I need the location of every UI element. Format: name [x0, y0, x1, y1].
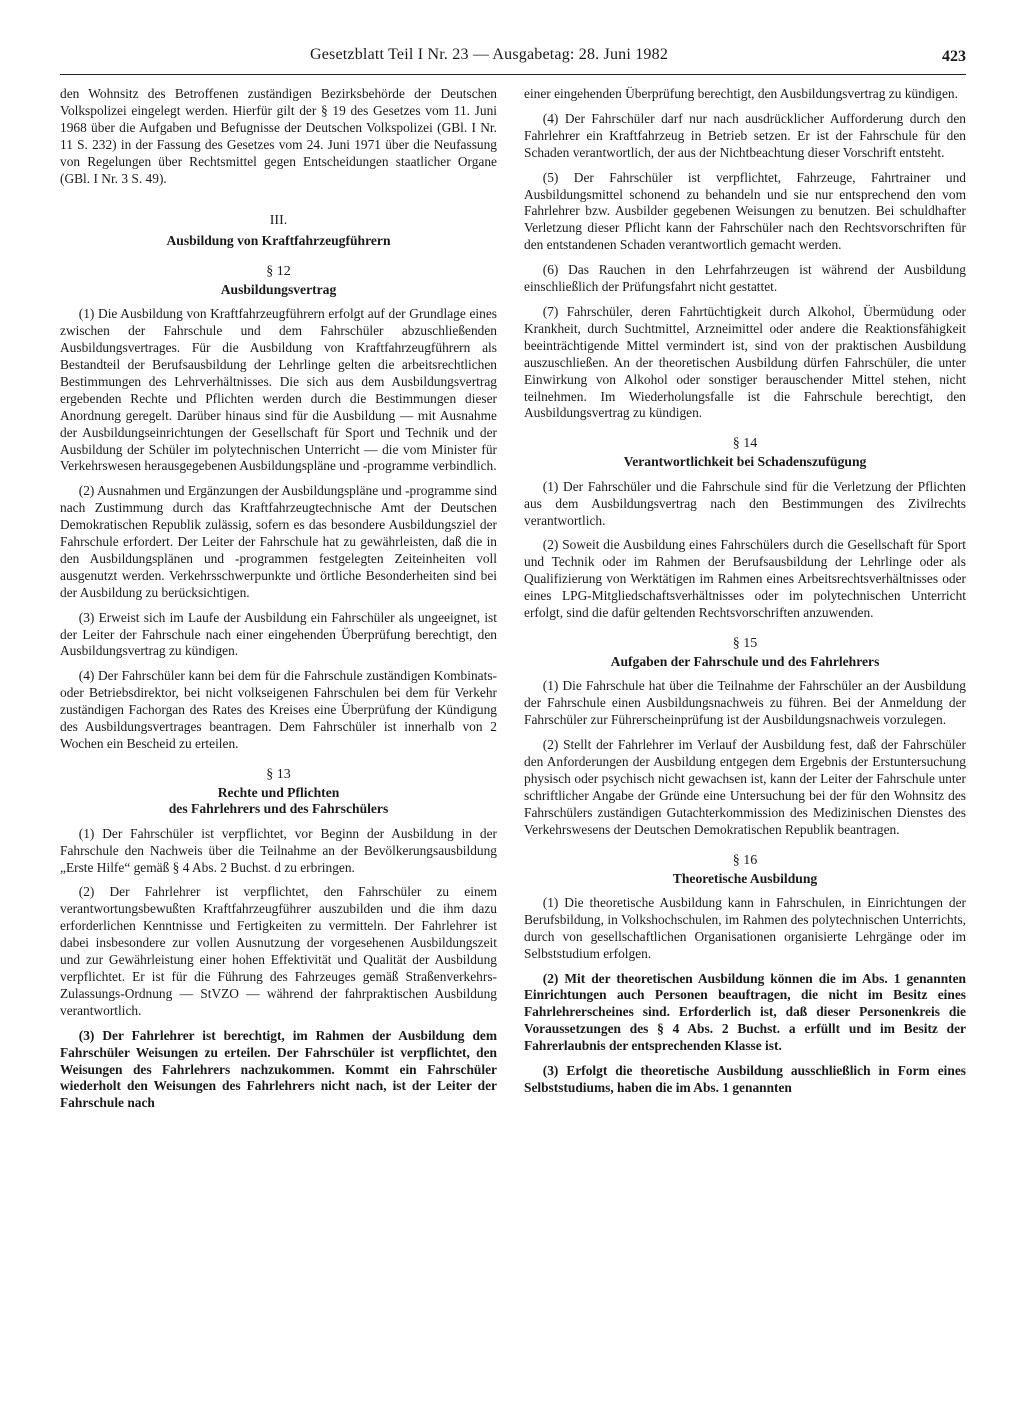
page-number: 423 — [942, 48, 966, 65]
paragraph-13-5: (5) Der Fahrschüler ist verpflichtet, Fahrzeuge, Fahrtrainer und Ausbildungsmittel schonend zu behandeln und sie nur entsprechend den vom Fahrlehrer bzw. Ausbilder gegebenen Weisungen zu benutzen. Bei schuldhafter Verletzung dieser Pflicht kann der Fahrschüler nach den Rechtsvorschriften für den entstandenen Schaden verantwortlich gemacht werden. — [524, 169, 966, 253]
paragraph-14-1: (1) Der Fahrschüler und die Fahrschule sind für die Verletzung der Pflichten aus dem Ausbildungsvertrag nach den Bestimmungen des Zivilrechts verantwortlich. — [524, 478, 966, 528]
paragraph-12-title: Ausbildungsvertrag — [220, 281, 337, 297]
paragraph-16-number: § 16 — [732, 852, 758, 868]
paragraph-12-2: (2) Ausnahmen und Ergänzungen der Ausbildungspläne und -programme sind nach Zustimmung durch das Kraftfahrzeugtechnische Amt der Deutschen Demokratischen Republik zulässig, sofern es das besondere Ausbildungsziel der Fahrschule erfordert. Der Leiter der Fahrschule hat zu gewährleisten, daß die in den Ausbildungsplänen und -programmen festgelegten Zeiteinheiten voll ausgenutzt werden. Verkehrsschwerpunkte und örtliche Besonderheiten sind bei der Ausbildung zu berücksichtigen. — [60, 483, 497, 600]
paragraph-12-3: (3) Erweist sich im Laufe der Ausbildung ein Fahrschüler als ungeeignet, ist der Leiter der Fahrschule nach einer eingehenden Überprüfung berechtigt, den Ausbildungsvertrag zu kündigen. — [60, 609, 497, 659]
paragraph-13-title-line-2: des Fahrlehrers und des Fahrschülers — [168, 801, 389, 817]
paragraph-16-1: (1) Die theoretische Ausbildung kann in Fahrschulen, in Einrichtungen der Berufsbildung, in Volkshochschulen, im Rahmen des polytechnischen Unterrichts, durch von gesellschaftlichen Organisationen organisierte Lehrgänge oder im Selbststudium erfolgen. — [524, 894, 966, 961]
header-title: Gesetzblatt Teil I Nr. 23 — Ausgabetag: 28. Juni 1982 — [310, 46, 669, 63]
paragraph-13-3-continued: einer eingehenden Überprüfung berechtigt, den Ausbildungsvertrag zu kündigen. — [524, 86, 958, 101]
paragraph-14-number: § 14 — [732, 436, 758, 452]
paragraph-15-1: (1) Die Fahrschule hat über die Teilnahme der Fahrschüler an der Ausbildung der Fahrschule einen Ausbildungsnachweis zu führen. Bei der Anmeldung der Fahrschüler zur Führerscheinprüfung ist der Ausbildungsnachweis vorzulegen. — [524, 678, 966, 728]
right-column — [524, 86, 966, 1105]
paragraph-13-7: (7) Fahrschüler, deren Fahrtüchtigkeit durch Alkohol, Übermüdung oder Krankheit, durch Suchtmittel, Arzneimittel oder andere die Reaktionsfähigkeit beeinträchtigende Mittel vermindert ist, sind von der praktischen Ausbildung auszuschließen. An der theoretischen Ausbildung dürfen Fahrschüler, die unter Einwirkung von Alkohol oder sonstiger berauschender Mittel stehen, nicht teilnehmen. Im Wiederholungsfalle ist die Fahrschule berechtigt, den Ausbildungsvertrag zu kündigen. — [524, 303, 966, 421]
section-number: III. — [269, 213, 288, 229]
paragraph-13-6: (6) Das Rauchen in den Lehrfahrzeugen ist während der Ausbildung einschließlich der Prüfungsfahrt nicht gestattet. — [524, 262, 966, 295]
paragraph-13-number: § 13 — [266, 766, 291, 782]
paragraph-13-3: (3) Der Fahrlehrer ist berechtigt, im Rahmen der Ausbildung dem Fahrschüler Weisungen zu erteilen. Der Fahrschüler ist verpflichtet, den Weisungen des Fahrlehrers nachzukommen. Kommt ein Fahrschüler wiederholt den Weisungen des Fahrlehrers nicht nach, ist der Leiter der Fahrschule nach — [60, 1027, 497, 1111]
page-header — [60, 40, 966, 75]
paragraph-16-title: Theoretische Ausbildung — [672, 870, 818, 886]
paragraph-16-2: (2) Mit der theoretischen Ausbildung können die im Abs. 1 genannten Einrichtungen auch Personen beauftragen, die nicht im Besitz eines Fahrlehrerscheines sind. Erforderlich ist, daß dieser Personenkreis die Voraussetzungen des § 4 Abs. 2 Buchst. a erfüllt und im Besitz der Fahrerlaubnis der entsprechenden Klasse ist. — [524, 970, 966, 1054]
section-title: Ausbildung von Kraftfahrzeugführern — [166, 233, 391, 249]
paragraph-15-title: Aufgaben der Fahrschule und des Fahrlehrers — [610, 653, 880, 669]
paragraph-12-4: (4) Der Fahrschüler kann bei dem für die Fahrschule zuständigen Kombinats- oder Betriebsdirektor, bei nicht volkseigenen Fahrschulen bei dem für Verkehr zuständigen Fachorgan des Rates des Kreises eine Überprüfung der Kündigung des Ausbildungsvertrages beantragen. Dem Fahrschüler ist innerhalb von 2 Wochen ein Bescheid zu erteilen. — [60, 668, 497, 751]
paragraph-16-3: (3) Erfolgt die theoretische Ausbildung ausschließlich in Form eines Selbststudiums, haben die im Abs. 1 genannten — [524, 1063, 966, 1095]
paragraph-13-4: (4) Der Fahrschüler darf nur nach ausdrücklicher Aufforderung durch den Fahrlehrer ein Kraftfahrzeug in Betrieb setzen. Er ist der Fahrschule für den Schaden verantwortlich, der aus der Nichtbeachtung dieser Vorschrift entsteht. — [524, 110, 966, 160]
intro-paragraph: den Wohnsitz des Betroffenen zuständigen Bezirksbehörde der Deutschen Volkspolizei eingelegt werden. Hierfür gilt der § 19 des Gesetzes vom 11. Juni 1968 über die Aufgaben und Befugnisse der Deutschen Volkspolizei (GBl. I Nr. 11 S. 232) in der Fassung des Gesetzes vom 24. Juni 1971 über die Neufassung von Regelungen über Rechtsmittel gegen Entscheidungen staatlicher Organe (GBl. I Nr. 3 S. 49). — [60, 86, 497, 186]
paragraph-15-number: § 15 — [732, 635, 758, 651]
paragraph-13-1: (1) Der Fahrschüler ist verpflichtet, vor Beginn der Ausbildung in der Fahrschule den Nachweis über die Teilnahme an der Bevölkerungsausbildung „Erste Hilfe“ gemäß § 4 Abs. 2 Buchst. d zu erbringen. — [60, 825, 497, 875]
paragraph-13-2: (2) Der Fahrlehrer ist verpflichtet, den Fahrschüler zu einem verantwortungsbewußten Kraftfahrzeugführer auszubilden und die ihm dazu erforderlichen Kenntnisse und Fertigkeiten zu vermitteln. Der Fahrlehrer ist dabei insbesondere zur vollen Ausnutzung der vorgesehenen Ausbildungszeit und zur Gewährleistung einer hohen Effektivität und Qualität der Ausbildung verpflichtet. Er ist für die Führung des Fahrzeuges gemäß Straßenverkehrs-Zulassungs-Ordnung — StVZO — während der fahrpraktischen Ausbildung verantwortlich. — [60, 884, 497, 1018]
paragraph-14-title: Verantwortlichkeit bei Schadenszufügung — [623, 454, 867, 470]
paragraph-13-title — [60, 785, 497, 818]
paragraph-14-2: (2) Soweit die Ausbildung eines Fahrschülers durch die Gesellschaft für Sport und Technik oder im Rahmen der Berufsausbildung der Lehrlinge oder als Qualifizierung von Werktätigen im Rahmen eines Arbeitsrechtsverhältnisses oder eines LPG-Mitgliedschaftsverhältnisses oder im polytechnischen Unterricht erfolgt, sind die dafür geltenden Rechtsvorschriften anzuwenden. — [524, 537, 966, 621]
paragraph-15-2: (2) Stellt der Fahrlehrer im Verlauf der Ausbildung fest, daß der Fahrschüler den Anforderungen der Ausbildung entgegen dem Ergebnis der Erstuntersuchung physisch oder psychisch nicht gewachsen ist, kann der Leiter der Fahrschule unter schriftlicher Angabe der Gründe eine Untersuchung bei der für den Wohnsitz des Fahrschülers zuständigen Gutachterkommission des Medizinischen Dienstes des Verkehrswesens der Deutschen Demokratischen Republik beantragen. — [524, 737, 966, 837]
paragraph-12-number: § 12 — [266, 263, 291, 279]
paragraph-12-1: (1) Die Ausbildung von Kraftfahrzeugführern erfolgt auf der Grundlage eines zwischen der Fahrschule und dem Fahrschüler abzuschließenden Ausbildungsvertrages. Für die Ausbildung von Kraftfahrzeugführern als Bestandteil der Berufsausbildung der Lehrlinge gelten die arbeitsrechtlichen Bestimmungen des Lehrverhältnisses. Die sich aus dem Ausbildungsvertrag ergebenden Rechte und Pflichten werden durch die Bestimmungen dieser Anordnung geregelt. Darüber hinaus sind für die Ausbildung — mit Ausnahme der Ausbildungseinrichtungen der Gesellschaft für Sport und Technik und der Ausbildung der Schüler im polytechnischen Unterricht — die vom Minister für Verkehrswesen herausgegebenen Ausbildungspläne und -programme verbindlich. — [60, 306, 497, 474]
left-column — [60, 86, 497, 1120]
paragraph-13-title-line-1: Rechte und Pflichten — [217, 784, 340, 800]
